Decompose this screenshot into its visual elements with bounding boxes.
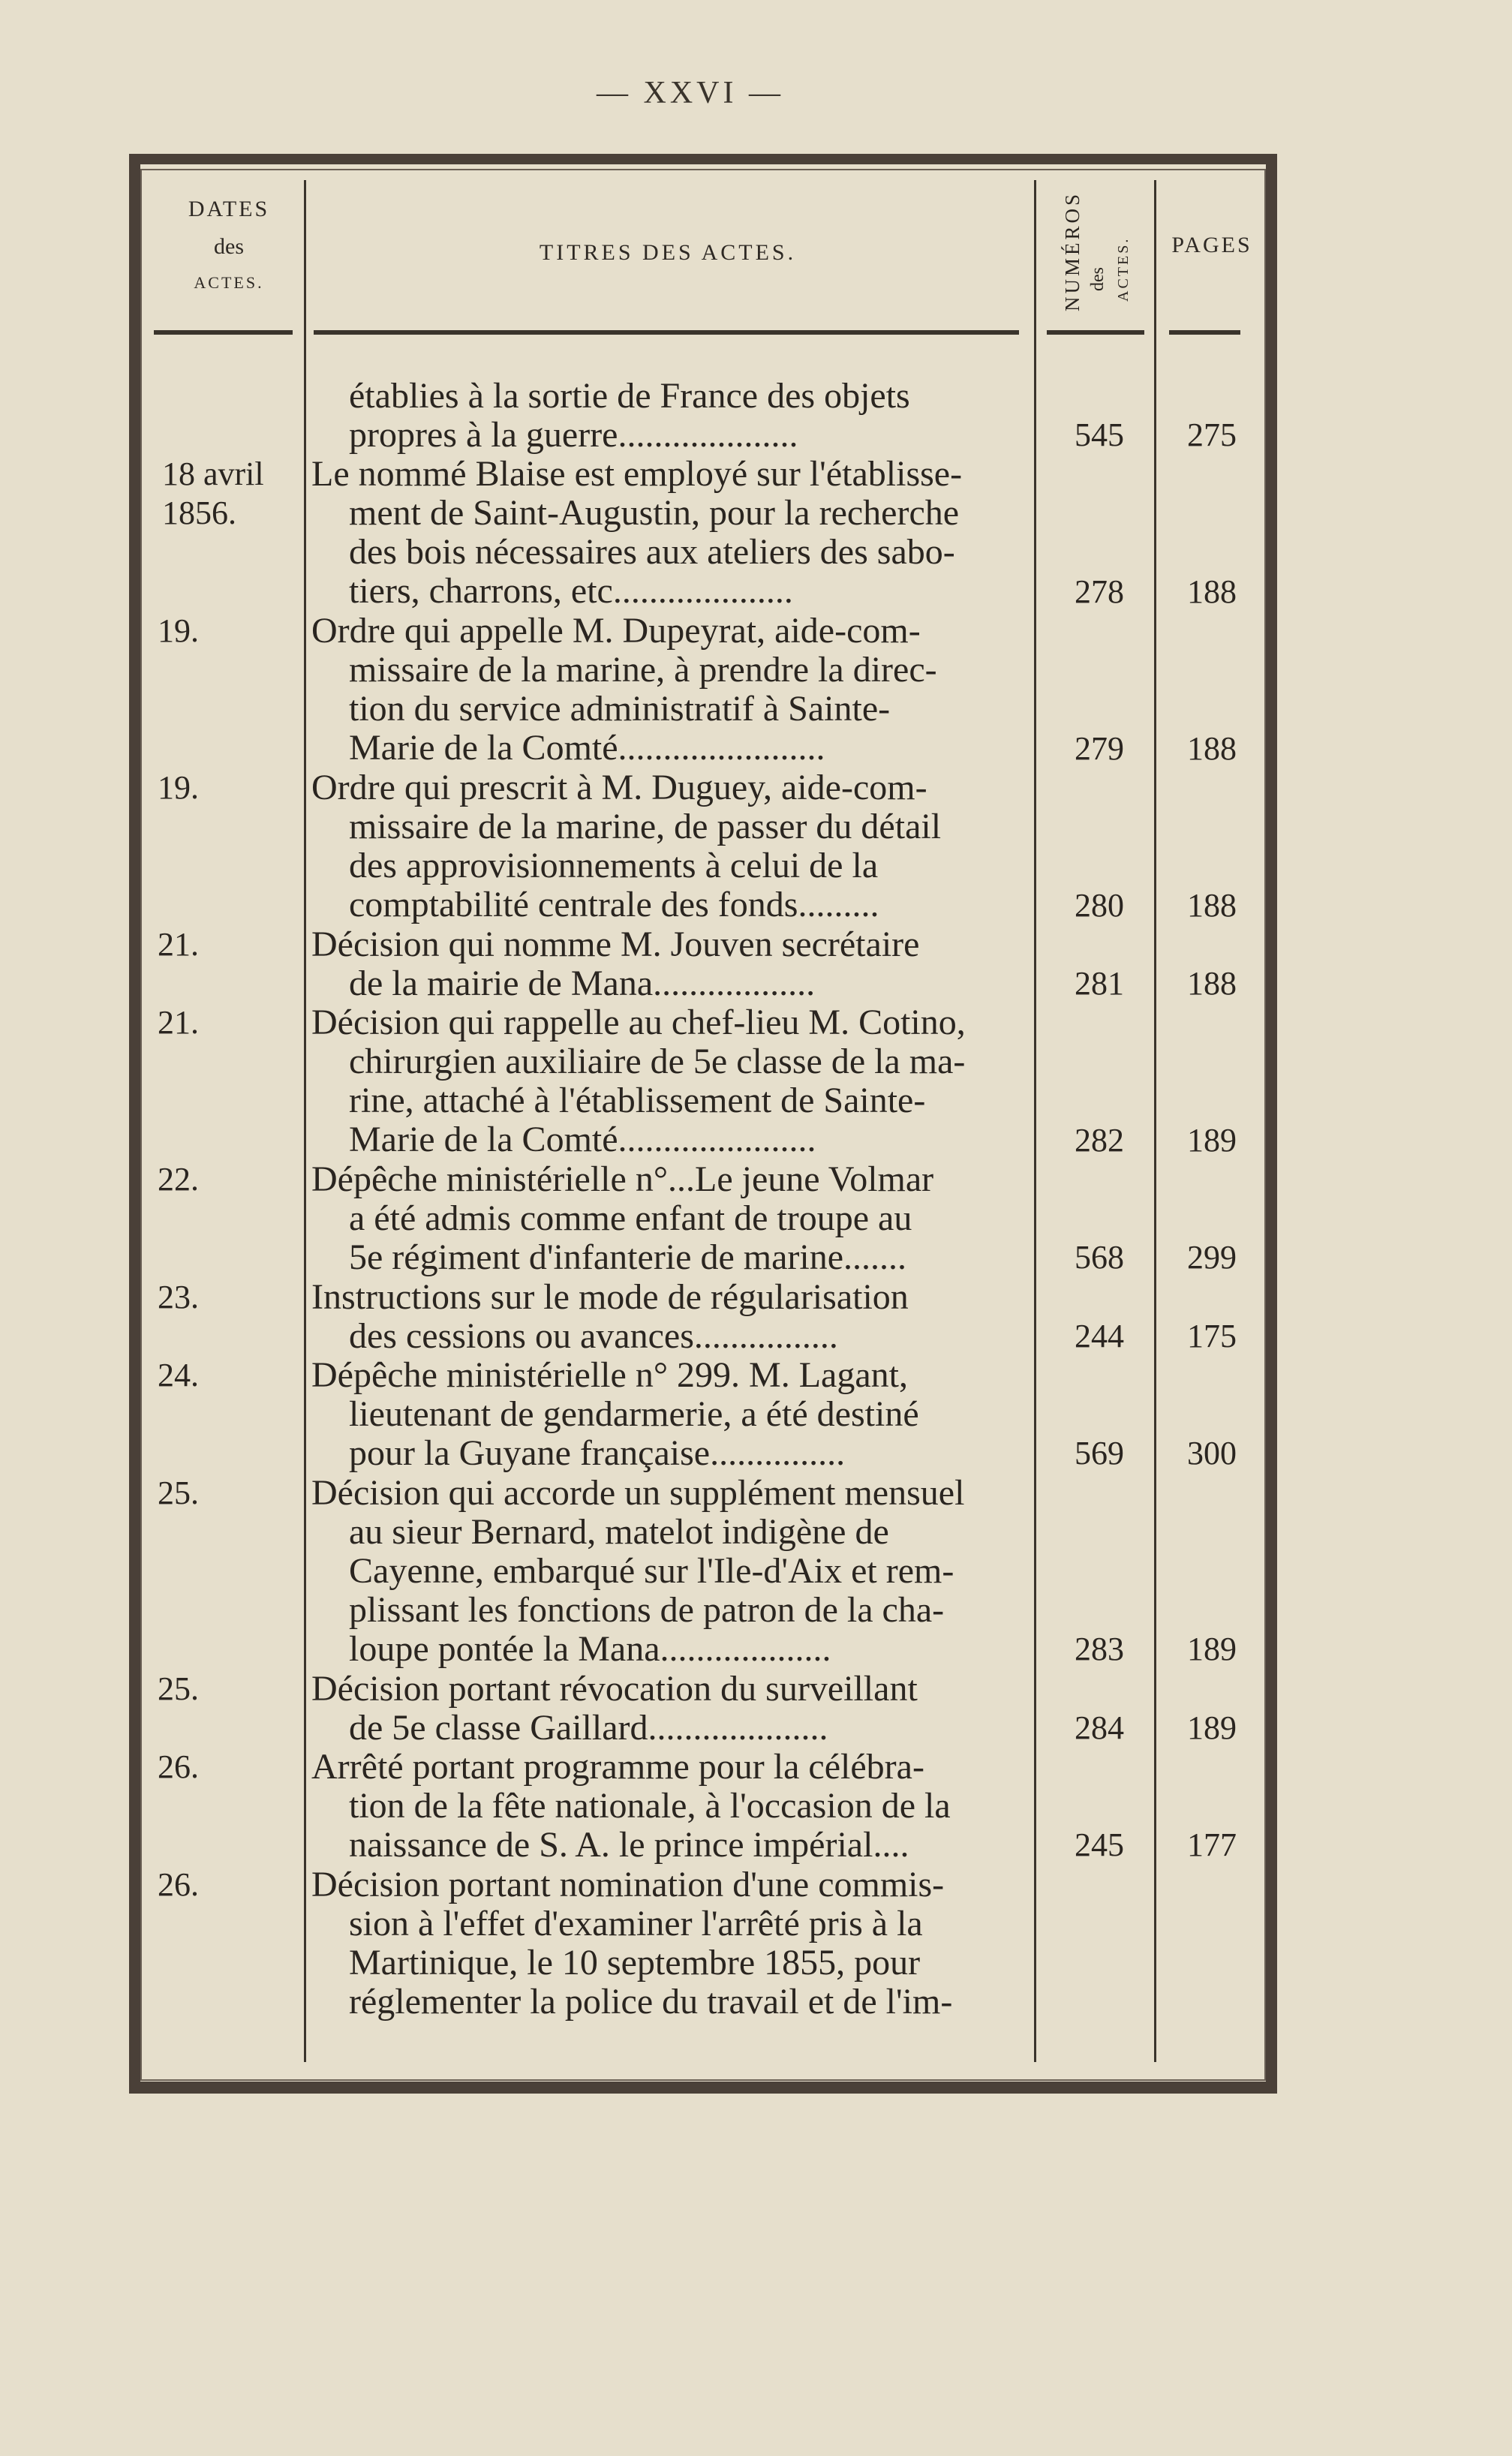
act-title-line: Décision portant révocation du surveillant <box>311 1669 918 1709</box>
act-date: 23. <box>158 1278 199 1315</box>
header-numeros-line: NUMÉROS <box>1061 191 1084 311</box>
act-page: 189 <box>1187 1631 1237 1668</box>
act-title <box>311 377 1032 455</box>
act-page: 300 <box>1187 1435 1237 1472</box>
act-title-line: 5e régiment d'infanterie de marine....... <box>349 1238 907 1277</box>
act-date: 19. <box>158 769 199 806</box>
act-title <box>311 1865 1032 2022</box>
act-title-line: tiers, charrons, etc.................... <box>349 572 793 612</box>
act-number: 244 <box>1075 1317 1124 1354</box>
act-title <box>311 455 1032 611</box>
act-title-line: lieutenant de gendarmerie, a été destiné <box>349 1395 919 1434</box>
act-title-line: Décision qui rappelle au chef-lieu M. Cotino, <box>311 1003 966 1043</box>
act-title <box>311 1474 1032 1669</box>
column-divider <box>1034 180 1036 2062</box>
header-rule <box>1169 330 1240 335</box>
act-date: 21. <box>158 925 199 963</box>
act-title <box>311 1278 1032 1356</box>
act-title <box>311 925 1032 1003</box>
act-number: 282 <box>1075 1121 1124 1159</box>
act-page: 189 <box>1187 1709 1237 1746</box>
act-title-line: tion du service administratif à Sainte- <box>349 690 891 729</box>
act-title-line: missaire de la marine, de passer du détail <box>349 807 942 846</box>
act-title-line: Cayenne, embarqué sur l'Ile-d'Aix et rem- <box>349 1551 954 1591</box>
act-title <box>311 768 1032 924</box>
act-number: 279 <box>1075 729 1124 767</box>
header-pages: PAGES <box>1171 233 1252 257</box>
act-number: 278 <box>1075 573 1124 610</box>
header-dates-line: ACTES. <box>194 273 264 292</box>
header-rule <box>154 330 293 335</box>
act-title-line: pour la Guyane française............... <box>349 1434 846 1473</box>
act-title-line: Marie de la Comté...................... <box>349 1120 816 1160</box>
act-title-line: naissance de S. A. le prince impérial.... <box>349 1826 909 1865</box>
act-page: 177 <box>1187 1826 1237 1864</box>
act-title-line: établies à la sortie de France des objets <box>349 377 910 416</box>
act-number: 283 <box>1075 1631 1124 1668</box>
act-page: 188 <box>1187 573 1237 610</box>
act-title-line: Décision portant nomination d'une commis- <box>311 1865 945 1904</box>
header-numeros-line: des <box>1088 267 1108 291</box>
act-title-line: ment de Saint-Augustin, pour la recherche <box>349 494 960 534</box>
header-dates <box>150 197 308 293</box>
act-page: 188 <box>1187 886 1237 924</box>
act-title-line: loupe pontée la Mana................... <box>349 1629 831 1669</box>
act-date: 21. <box>158 1004 199 1042</box>
page-number: — XXVI — <box>597 76 784 110</box>
act-number: 281 <box>1075 964 1124 1002</box>
act-title-line: Le nommé Blaise est employé sur l'établisse- <box>311 455 963 495</box>
act-number: 245 <box>1075 1826 1124 1864</box>
act-title-line: rine, attaché à l'établissement de Sainte- <box>349 1081 926 1121</box>
act-title-line: Dépêche ministérielle n°...Le jeune Volmar <box>311 1160 934 1199</box>
column-divider <box>1154 180 1156 2062</box>
act-date: 24. <box>158 1357 199 1393</box>
act-page: 188 <box>1187 729 1237 767</box>
act-title-line: a été admis comme enfant de troupe au <box>349 1199 912 1238</box>
act-title-line: propres à la guerre.................... <box>349 416 798 455</box>
act-title-line: sion à l'effet d'examiner l'arrêté pris à la <box>349 1904 923 1943</box>
act-number: 545 <box>1075 416 1124 454</box>
act-title <box>311 1160 1032 1277</box>
header-numeros-line: ACTES. <box>1115 236 1132 302</box>
header-dates-line: DATES <box>188 197 270 221</box>
act-number: 284 <box>1075 1709 1124 1746</box>
act-page: 189 <box>1187 1121 1237 1159</box>
header-titles: TITRES DES ACTES. <box>539 240 797 265</box>
act-title-line: de la mairie de Mana.................. <box>349 963 816 1003</box>
act-title-line: chirurgien auxiliaire de 5e classe de la ma- <box>349 1042 966 1082</box>
header-rule <box>1047 330 1144 335</box>
header-rule <box>314 330 1019 335</box>
act-number: 568 <box>1075 1239 1124 1276</box>
act-title-line: des approvisionnements à celui de la <box>349 846 879 885</box>
act-date: 19. <box>158 612 199 650</box>
act-date: 25. <box>158 1670 199 1707</box>
header-numeros <box>1036 188 1148 323</box>
act-title-line: au sieur Bernard, matelot indigène de <box>349 1512 889 1552</box>
act-title-line: de 5e classe Gaillard.................... <box>349 1708 828 1748</box>
act-title-line: des cessions ou avances................ <box>349 1316 838 1356</box>
act-title <box>311 1748 1032 1865</box>
act-date: 22. <box>158 1161 199 1198</box>
act-title-line: comptabilité centrale des fonds......... <box>349 885 879 924</box>
act-title-line: Dépêche ministérielle n° 299. M. Lagant, <box>311 1356 908 1395</box>
act-title-line: Martinique, le 10 septembre 1855, pour <box>349 1943 921 1983</box>
act-page: 299 <box>1187 1239 1237 1276</box>
act-date: 25. <box>158 1474 199 1511</box>
act-page: 188 <box>1187 964 1237 1002</box>
act-title-line: Instructions sur le mode de régularisation <box>311 1277 909 1317</box>
act-title <box>311 1003 1032 1159</box>
act-date: 26. <box>158 1748 199 1785</box>
act-number: 569 <box>1075 1435 1124 1472</box>
act-number: 280 <box>1075 886 1124 924</box>
act-title-line: plissant les fonctions de patron de la cha- <box>349 1590 945 1630</box>
header-dates-line: des <box>214 234 244 259</box>
act-title-line: Marie de la Comté....................... <box>349 729 825 768</box>
act-title <box>311 1356 1032 1473</box>
act-title-line: Décision qui nomme M. Jouven secrétaire <box>311 924 920 964</box>
act-date: 26. <box>158 1865 199 1903</box>
act-title <box>311 1670 1032 1748</box>
act-title-line: Décision qui accorde un supplément mensuel <box>311 1473 965 1513</box>
act-page: 175 <box>1187 1317 1237 1354</box>
act-title-line: Ordre qui prescrit à M. Duguey, aide-com- <box>311 768 927 807</box>
act-title <box>311 612 1032 768</box>
act-date: 18 avril 1856. <box>162 455 264 532</box>
act-title-line: missaire de la marine, à prendre la direc- <box>349 651 937 690</box>
act-title-line: Arrêté portant programme pour la célébra- <box>311 1748 924 1787</box>
act-title-line: Ordre qui appelle M. Dupeyrat, aide-com- <box>311 612 921 651</box>
column-divider <box>304 180 306 2062</box>
act-page: 275 <box>1187 416 1237 454</box>
act-title-line: réglementer la police du travail et de l'im- <box>349 1982 953 2022</box>
act-title-line: tion de la fête nationale, à l'occasion de la <box>349 1787 951 1826</box>
act-title-line: des bois nécessaires aux ateliers des sabo- <box>349 533 955 573</box>
